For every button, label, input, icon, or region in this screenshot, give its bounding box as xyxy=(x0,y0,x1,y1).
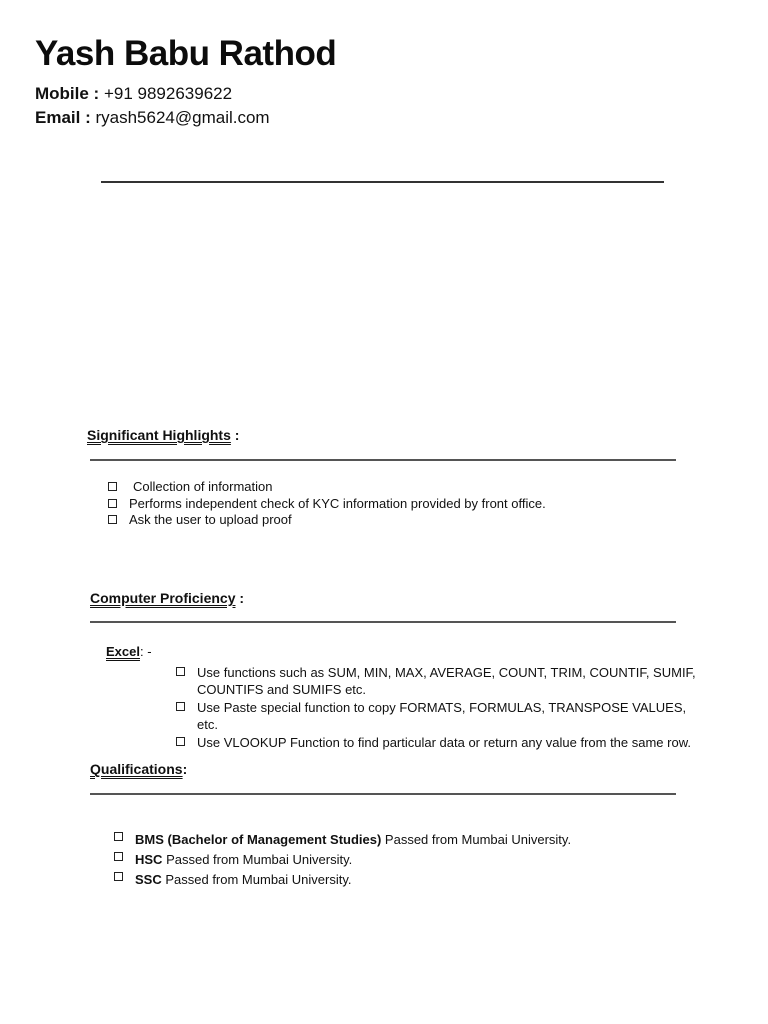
excel-skills-list xyxy=(176,665,696,754)
checkbox-bullet-icon xyxy=(176,667,185,676)
list-item xyxy=(176,665,696,698)
list-item-text: Use functions such as SUM, MIN, MAX, AVERAGE, COUNT, TRIM, COUNTIF, SUMIF, COUNTIFS and SUMIFS etc. xyxy=(197,665,696,697)
list-item-text: Collection of information xyxy=(133,479,273,494)
list-item-text: Performs independent check of KYC information provided by front office. xyxy=(129,495,546,511)
list-item xyxy=(114,850,571,870)
highlights-colon: : xyxy=(230,427,240,443)
qualifications-colon: : xyxy=(182,761,188,777)
excel-label: Excel xyxy=(106,644,140,659)
degree-detail: Passed from Mumbai University. xyxy=(161,872,352,887)
checkbox-bullet-icon xyxy=(108,482,117,491)
list-item xyxy=(176,735,696,752)
computer-title: Computer Proficiency xyxy=(90,590,236,606)
list-item xyxy=(108,512,546,529)
degree-name: HSC xyxy=(135,852,163,867)
checkbox-bullet-icon xyxy=(108,515,117,524)
mobile-value: +91 9892639622 xyxy=(103,84,233,103)
list-item xyxy=(114,870,571,890)
mobile-label: Mobile : xyxy=(35,84,100,103)
highlights-heading xyxy=(87,427,239,443)
excel-suffix: : - xyxy=(139,644,152,659)
excel-subheading xyxy=(106,644,152,659)
checkbox-bullet-icon xyxy=(176,737,185,746)
list-item xyxy=(114,830,571,850)
list-item-text: Use Paste special function to copy FORMATS, FORMULAS, TRANSPOSE VALUES, etc. xyxy=(197,700,687,732)
checkbox-bullet-icon xyxy=(114,872,123,881)
degree-name: SSC xyxy=(135,872,162,887)
highlights-title: Significant Highlights xyxy=(87,427,231,443)
highlights-list xyxy=(108,479,546,529)
checkbox-bullet-icon xyxy=(114,852,123,861)
highlights-divider xyxy=(90,459,676,461)
computer-colon: : xyxy=(235,590,245,606)
header-divider xyxy=(101,181,664,183)
computer-heading xyxy=(90,590,244,606)
checkbox-bullet-icon xyxy=(176,702,185,711)
qualifications-divider xyxy=(90,793,676,795)
candidate-name: Yash Babu Rathod xyxy=(35,34,337,73)
qualifications-list xyxy=(114,830,571,890)
qualifications-heading xyxy=(90,761,187,777)
degree-detail: Passed from Mumbai University. xyxy=(381,832,572,847)
list-item xyxy=(176,700,696,733)
email-label: Email : xyxy=(35,108,91,127)
qualifications-title: Qualifications xyxy=(90,761,183,777)
list-item xyxy=(108,496,546,513)
email-line xyxy=(35,108,270,128)
list-item-text: Use VLOOKUP Function to find particular data or return any value from the same row. xyxy=(197,735,691,750)
degree-detail: Passed from Mumbai University. xyxy=(162,852,353,867)
email-value: ryash5624@gmail.com xyxy=(95,108,270,127)
list-item xyxy=(108,479,546,496)
degree-name: BMS (Bachelor of Management Studies) xyxy=(135,832,382,847)
computer-divider xyxy=(90,621,676,623)
mobile-line xyxy=(35,84,232,104)
list-item-text: Ask the user to upload proof xyxy=(129,512,292,527)
checkbox-bullet-icon xyxy=(108,499,117,508)
checkbox-bullet-icon xyxy=(114,832,123,841)
